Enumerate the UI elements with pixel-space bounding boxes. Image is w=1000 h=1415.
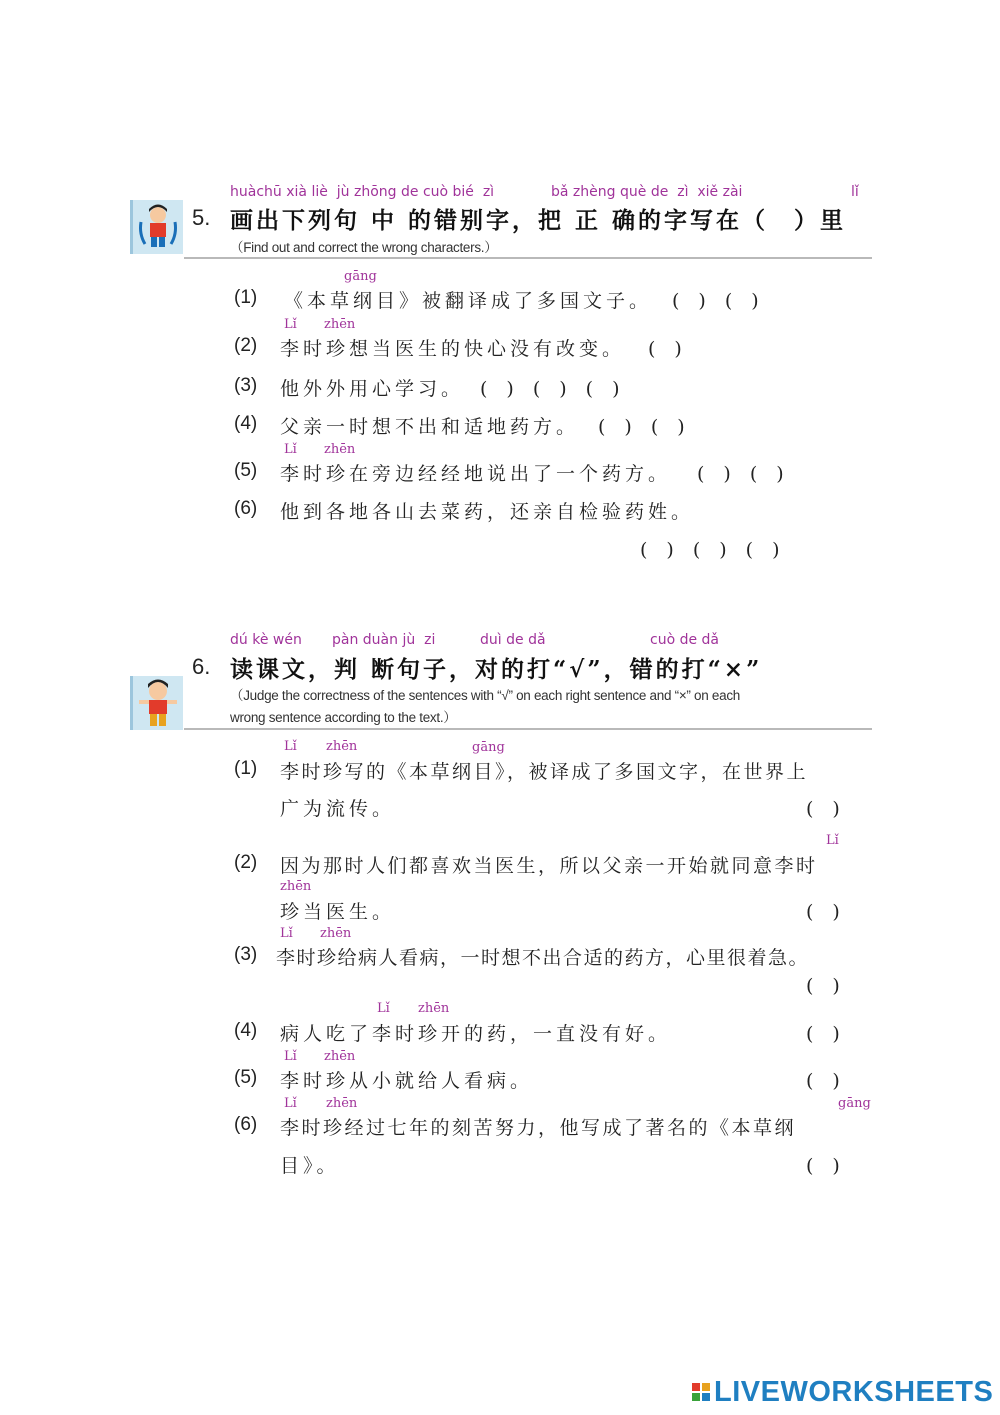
- q5-item4-number: (4): [234, 413, 258, 434]
- q6-pinyin-c: duì de dǎ: [480, 632, 546, 648]
- q6-item2-pinyin-zhen: zhēn: [280, 879, 312, 894]
- q5-item3-number: (3): [234, 375, 258, 396]
- q6-item4-pinyin-li: Lǐ: [377, 1001, 390, 1016]
- q5-item2-pinyin-li: Lǐ: [284, 317, 297, 332]
- logo-text: LIVEWORKSHEETS: [714, 1375, 994, 1408]
- q6-pinyin-d: cuò de dǎ: [650, 632, 720, 648]
- q5-item1-text: 《本草纲目》被翻译成了多国文子。: [284, 290, 653, 312]
- liveworksheets-logo: [692, 1374, 993, 1410]
- q6-subtitle-line2: wrong sentence according to the text.）: [230, 710, 457, 725]
- q6-item1-line1: 李时珍写的《本草纲目》，被译成了多国文字，在世界上: [280, 761, 809, 783]
- q5-item6-text: 他到各地各山去菜药，还亲自检验药姓。: [280, 501, 695, 523]
- q6-item6-line2: 目》。: [280, 1155, 340, 1177]
- q5-item6-answer[interactable]: ( ) ( ) ( ): [640, 539, 780, 561]
- q6-item6-number: (6): [234, 1114, 258, 1135]
- q6-pinyin: dú kè wén: [230, 632, 302, 648]
- q6-item1-line2: 广为流传。: [280, 798, 396, 820]
- q6-title: 读课文，判 断句子，对的打“√”，错的打“×”: [230, 656, 763, 683]
- q5-item2-text: 李时珍想当医生的快心没有改变。: [280, 338, 626, 360]
- q5-number: 5.: [192, 205, 211, 230]
- q5-item5-pinyin-zhen: zhēn: [324, 442, 356, 457]
- q5-item3-answer[interactable]: ( ) ( ) ( ): [480, 378, 620, 400]
- q6-item3-answer[interactable]: ( ): [806, 975, 840, 997]
- q6-item6-line1: 李时珍经过七年的刻苦努力，他写成了著名的《本草纲: [280, 1117, 797, 1139]
- q5-item6-number: (6): [234, 498, 258, 519]
- q5-title: 画出下列句 中 的错别字，把 正 确的字写在（ ）里: [230, 207, 847, 234]
- q5-item2-number: (2): [234, 335, 258, 356]
- q6-item2-pinyin-li: Lǐ: [826, 833, 839, 848]
- q5-item2-pinyin-zhen: zhēn: [324, 317, 356, 332]
- q6-number: 6.: [192, 654, 211, 679]
- q6-item5-number: (5): [234, 1067, 258, 1088]
- q6-item5-answer[interactable]: ( ): [806, 1070, 840, 1092]
- q6-item5-line1: 李时珍从小就给人看病。: [280, 1070, 534, 1092]
- q6-item6-pinyin-gang: gāng: [838, 1096, 871, 1111]
- q6-item2-line1: 因为那时人们都喜欢当医生，所以父亲一开始就同意李时: [280, 855, 818, 877]
- q5-pinyin: huàchū xià liè jù zhōng de cuò bié zì: [230, 184, 495, 200]
- q6-item3-line1: 李时珍给病人看病，一时想不出合适的药方，心里很着急。: [276, 947, 810, 969]
- q6-item3-pinyin-li: Lǐ: [280, 926, 293, 941]
- q6-item1-pinyin-gang: gāng: [472, 740, 505, 755]
- q6-item2-line2: 珍当医生。: [280, 901, 396, 923]
- q5-item1-number: (1): [234, 287, 258, 308]
- q6-item2-number: (2): [234, 852, 258, 873]
- q6-item6-answer[interactable]: ( ): [806, 1155, 840, 1177]
- q5-item2-answer[interactable]: ( ): [648, 338, 682, 360]
- boy-icon: [130, 200, 183, 254]
- q5-item4-answer[interactable]: ( ) ( ): [598, 416, 685, 438]
- q6-item5-pinyin-li: Lǐ: [284, 1049, 297, 1064]
- q5-item4-text: 父亲一时想不出和适地药方。: [280, 416, 580, 438]
- q5-subtitle: （Find out and correct the wrong characters.）: [230, 240, 498, 255]
- q5-item5-pinyin-li: Lǐ: [284, 442, 297, 457]
- q6-item4-line1: 病人吃了李时珍开的药，一直没有好。: [280, 1023, 672, 1045]
- q6-item1-answer[interactable]: ( ): [806, 798, 840, 820]
- q6-item6-pinyin-li: Lǐ: [284, 1096, 297, 1111]
- q5-item3-text: 他外外用心学习。: [280, 378, 465, 400]
- q6-item1-pinyin-li: Lǐ: [284, 739, 297, 754]
- q6-item4-pinyin-zhen: zhēn: [418, 1001, 450, 1016]
- q6-pinyin-b: pàn duàn jù zi: [332, 632, 436, 648]
- q5-item5-text: 李时珍在旁边经经地说出了一个药方。: [280, 463, 672, 485]
- q5-item1-answer[interactable]: ( ) ( ): [672, 290, 759, 312]
- logo-grid-icon: [692, 1383, 710, 1401]
- q5-divider: [184, 257, 872, 259]
- q6-item2-answer[interactable]: ( ): [806, 901, 840, 923]
- q6-item1-number: (1): [234, 758, 258, 779]
- q5-pinyin-b: bǎ zhèng què de zì xiě zài: [551, 184, 743, 200]
- q6-item6-pinyin-zhen: zhēn: [326, 1096, 358, 1111]
- q6-item1-pinyin-zhen: zhēn: [326, 739, 358, 754]
- q5-item5-number: (5): [234, 460, 258, 481]
- q6-item3-pinyin-zhen: zhēn: [320, 926, 352, 941]
- q6-item4-number: (4): [234, 1020, 258, 1041]
- q5-pinyin-li: lǐ: [851, 184, 859, 200]
- q5-item5-answer[interactable]: ( ) ( ): [697, 463, 784, 485]
- boy-icon: [130, 676, 183, 730]
- q6-divider: [184, 728, 872, 730]
- q6-subtitle-line1: （Judge the correctness of the sentences with “√” on each right sentence and “×” on each: [230, 688, 740, 703]
- q6-item3-number: (3): [234, 944, 258, 965]
- q5-item1-pinyin: gāng: [344, 269, 377, 284]
- q6-item5-pinyin-zhen: zhēn: [324, 1049, 356, 1064]
- q6-item4-answer[interactable]: ( ): [806, 1023, 840, 1045]
